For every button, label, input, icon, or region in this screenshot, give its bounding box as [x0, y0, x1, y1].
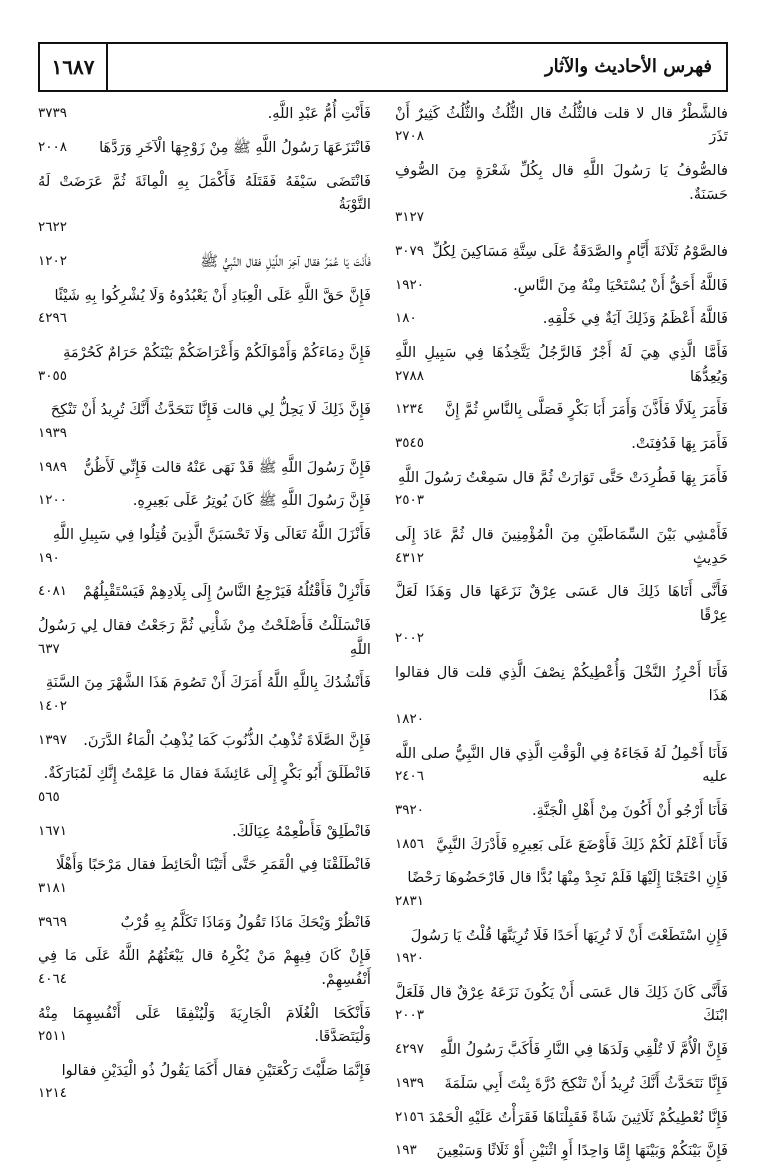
index-entry — [395, 1139, 728, 1162]
entry-text: فَأَمَّا الَّذِي هِيَ لَهُ أَجْرٌ فَالرَّجُلُ يَتَّخِذُهَا فِي سَبِيلِ اللَّهِ وَيُعِدُّهَا — [395, 344, 728, 385]
index-entry — [395, 661, 728, 731]
index-entry — [395, 1072, 728, 1095]
entry-text: فَأَمَرَ بِهَا فَطُرِدَتْ حَتَّى تَوَارَتْ ثُمَّ قال سَمِعْتُ رَسُولَ اللَّهِ — [398, 469, 728, 486]
entry-text: فَإِنَّ الْأُمَّ لَا تُلْقِي وَلَدَهَا فِي النَّارِ فَأَكَبَّ رَسُولُ اللَّهِ — [439, 1041, 728, 1059]
entry-reference-number: ١٨٠ — [395, 307, 421, 330]
index-entry — [395, 274, 728, 297]
index-entry — [395, 466, 728, 513]
entry-text: فَإِنْ كَانَ فِيهِمْ مَنْ يُكْرِهُ قال يَبْعَثُهُمُ اللَّهُ عَلَى مَا فِي أَنْفُسِهِمْ. — [38, 947, 371, 988]
index-entry — [38, 341, 371, 388]
entry-text: فَانْطَلِقْ فَأَطْعِمْهُ عِيَالَكَ. — [231, 822, 371, 840]
entry-reference-number: ٣٩٢٠ — [395, 799, 428, 822]
entry-reference-number: ٢٥٠٣ — [395, 492, 425, 509]
entry-text: فَإِنَّ ذَلِكَ لَا يَحِلُّ لِي قالت فَإِنَّا نَتَحَدَّثُ أَنَّكَ تُرِيدُ أَنْ تَنْكِحَ — [50, 401, 371, 419]
entry-reference-number: ١٩٢٠ — [395, 950, 425, 967]
index-entry — [395, 1038, 728, 1061]
page-number: ١٦٨٧ — [51, 55, 95, 79]
entry-text: فَأَمَرَ بِلَالًا فَأَذَّنَ وَأَمَرَ أَبَا بَكْرٍ فَصَلَّى بِالنَّاسِ ثُمَّ إِنَّ — [444, 401, 728, 419]
entry-reference-number: ٢٠٠٢ — [395, 630, 425, 647]
entry-text: فالصُّوفُ يَا رَسُولَ اللَّهِ قال بِكُلِّ شَعْرَةٍ مِنَ الصُّوفِ حَسَنَةٌ. — [395, 162, 728, 203]
entry-reference-number: ١٢٠٠ — [38, 489, 71, 512]
entry-reference-number: ٣٩٦٩ — [38, 911, 71, 934]
index-entry — [38, 671, 371, 718]
entry-text: فالصَّوْمُ ثَلَاثَةَ أَيَّامٍ والصَّدَقَةُ عَلَى سِتَّةِ مَسَاكِينَ لِكُلِّ — [432, 242, 728, 260]
entry-reference-number: ١٤٠٢ — [38, 697, 68, 714]
index-entry — [38, 398, 371, 445]
index-entry — [38, 820, 371, 843]
entry-reference-number: ٣٧٣٩ — [38, 102, 71, 125]
entry-text: فَإِنَّا نُعْطِيكُمْ ثَلَاثِينَ شَاةً فَقَبِلْنَاهَا فَقَرَأْتُ عَلَيْهِ الْحَمْدَ — [429, 1108, 728, 1126]
entry-reference-number: ١٨٢٠ — [395, 710, 425, 727]
entry-text: فَأَنْشُدُكَ بِاللَّهِ اللَّهُ أَمَرَكَ أَنْ تَصُومَ هَذَا الشَّهْرَ مِنَ السَّنَةِ — [45, 674, 371, 692]
entry-text: فَانْطَلَقَ أَبُو بَكْرٍ إِلَى عَائِشَةَ فقال مَا عَلِمْتُ إِنَّكِ لَمُبَارَكَةٌ. — [43, 765, 371, 783]
index-entry — [38, 580, 371, 603]
index-entry — [38, 136, 371, 159]
entry-text: فَانْطَلَقْنَا فِي الْقَمَرِ حَتَّى أَتَيْنَا الْحَائِطَ فقال مَرْحَبًا وَأَهْلًا — [55, 856, 371, 874]
index-entry — [395, 833, 728, 856]
index-entry — [38, 250, 371, 273]
entry-reference-number: ١٦٧١ — [38, 820, 71, 843]
index-entry — [38, 1002, 371, 1049]
entry-reference-number: ٣٥٤٥ — [395, 432, 428, 455]
index-entry — [38, 911, 371, 934]
entry-reference-number: ٣١٨١ — [38, 879, 68, 896]
entry-text: فَإِنِ احْتَجْنَا إِلَيْهَا فَلَمْ نَجِدْ مِنْهَا بُدًّا قال فَارْحَضُوهَا رَحْضًا — [407, 869, 728, 887]
entry-reference-number: ٢٦٢٢ — [38, 219, 68, 236]
index-entry — [395, 398, 728, 421]
entry-reference-number: ٣١٢٧ — [395, 209, 425, 226]
entry-text: فَانْسَلَلْتُ فَأَصْلَحْتُ مِنْ شَأْنِي ثُمَّ رَجَعْتُ فقال لِي رَسُولُ اللَّهِ — [38, 617, 371, 658]
entry-text: فَإِنَّ رَسُولَ اللَّهِ ﷺ كَانَ يُوتِرُ عَلَى بَعِيرِهِ. — [132, 492, 371, 510]
entry-text: فَإِنَّ رَسُولَ اللَّهِ ﷺ قَدْ نَهَى عَنْهُ قالت فَإِنِّي لَأَظُنُّ — [83, 458, 371, 476]
entry-text: فَانْظُرْ وَيْحَكَ مَاذَا تَقُولُ وَمَاذَا تَكَلَّمُ بِهِ قُرْبٌ — [120, 913, 371, 931]
index-entry — [38, 456, 371, 479]
index-entry — [395, 742, 728, 789]
entry-reference-number: ١٩٣٩ — [395, 1072, 428, 1095]
entry-text: فَأَنْتِ أُمُّ عَبْدِ اللَّهِ. — [267, 105, 371, 122]
entry-text: فَإِنَّ دِمَاءَكُمْ وَأَمْوَالَكُمْ وَأَعْرَاضَكُمْ بَيْنَكُمْ حَرَامٌ كَحُرْمَةِ — [63, 344, 371, 362]
index-entry — [395, 799, 728, 822]
entry-reference-number: ١٩٣٩ — [38, 424, 68, 441]
entry-text: فالشَّطْرُ قال لا قلت فالثُّلُثُ قال الثُّلُثُ والثُّلُثُ كَثِيرٌ أَنْ تَذَرَ — [395, 105, 728, 146]
index-entry — [395, 307, 728, 330]
entry-reference-number: ١٣٩٧ — [38, 729, 71, 752]
index-entry — [395, 240, 728, 263]
entry-text: فَإِنَّ حَقَّ اللَّهِ عَلَى الْعِبَادِ أَنْ يَعْبُدُوهُ وَلَا يُشْرِكُوا بِهِ شَيْئًا — [54, 287, 371, 304]
entry-reference-number: ٣٠٥٥ — [38, 367, 68, 384]
entry-reference-number: ٥٦٥ — [38, 788, 60, 805]
entry-reference-number: ٢٠٠٨ — [38, 136, 71, 159]
entry-text: فَأَنْكَحَا الْغُلَامَ الْجَارِيَةَ وَلْيُنْفِقَا عَلَى أَنْفُسِهِمَا مِنْهُ وَلْيَتَصَدَّقَا. — [38, 1004, 371, 1046]
entry-reference-number: ٢٧٠٨ — [395, 125, 428, 148]
entry-reference-number: ١٩٣ — [395, 1139, 421, 1162]
entry-text: فَأَنَّى أَتَاهَا ذَلِكَ قال عَسَى عِرْقٌ نَزَعَهَا قال وَهَذَا لَعَلَّ عِرْقًا — [395, 583, 728, 624]
index-entry — [38, 102, 371, 125]
entry-text: فَأَنْزَلَ اللَّهُ تَعَالَى وَلَا تَحْسَبَنَّ الَّذِينَ قُتِلُوا فِي سَبِيلِ اللَّهِ — [52, 526, 371, 544]
entry-reference-number: ٦٣٧ — [38, 638, 64, 661]
entry-text: فَأَنْتَ يَا عُمَرُ فقال آخِرَ اللَّيْلِ فقال النَّبِيُّ ﷺ — [200, 253, 371, 271]
entry-reference-number: ٢٥١١ — [38, 1025, 71, 1048]
entry-text: فَإِنِ اسْتَطَعْتَ أَنْ لَا تُرِيَهَا أَحَدًا فَلَا تُرِيَنَّهَا قُلْتُ يَا رَسُولَ — [410, 926, 728, 944]
index-entry — [38, 614, 371, 661]
entry-reference-number: ٤٣١٢ — [395, 547, 428, 570]
index-entry — [38, 762, 371, 809]
page-header — [38, 42, 728, 92]
entry-text: فَأَنَا أَحْمِلُ لَهُ فَجَاءَهُ فِي الْوَقْتِ الَّذِي قال النَّبِيُّ صلى اللَّه عليه — [395, 744, 728, 786]
entry-reference-number: ٢٨٣١ — [395, 892, 425, 909]
index-entry — [395, 341, 728, 388]
entry-reference-number: ١٢٠٢ — [38, 250, 71, 273]
entry-reference-number: ١٢٣٤ — [395, 398, 428, 421]
index-entry — [395, 580, 728, 650]
entry-reference-number: ١٨٥٦ — [395, 833, 428, 856]
entry-text: فَإِنَّ بَيْنَكُمْ وَبَيْنَهَا إِمَّا وَاحِدًا أَوِ اثْنَيْنِ أَوْ ثَلَاثًا وَسَبْعِينَ — [436, 1142, 728, 1160]
entry-text: فَاللَّهُ أَعْظَمُ وَذَلِكَ آيَةٌ فِي خَلْقِهِ. — [542, 310, 728, 328]
entry-text: فَإِنَّا نَتَحَدَّثُ أَنَّكَ تُرِيدُ أَنْ تَنْكِحَ دُرَّةَ بِنْتَ أَبِي سَلَمَةَ — [444, 1074, 728, 1092]
header-divider — [106, 44, 108, 90]
entry-text: فَأَنَا أَرْجُو أَنْ أَكُونَ مِنْ أَهْلِ الْجَنَّةِ. — [532, 801, 728, 819]
entry-text: فَانْتَزَعَهَا رَسُولُ اللَّهِ ﷺ مِنْ زَوْجِهَا الْآخَرِ وَرَدَّهَا — [99, 138, 371, 156]
left-column — [38, 102, 371, 1116]
entry-reference-number: ١٢١٤ — [38, 1085, 68, 1102]
index-entry — [38, 853, 371, 900]
entry-text: فَانْتَضَى سَيْفَهُ فَقَتَلَهُ فَأَكْمَلَ بِهِ الْمِائَةَ ثُمَّ عَرَضَتْ لَهُ التَّوْبَةُ — [38, 172, 371, 213]
entry-text: فَأَنَّى كَانَ ذَلِكَ قال عَسَى أَنْ يَكُونَ نَزَعَهُ عِرْقٌ قال فَلَعَلَّ ابْنَكَ — [395, 983, 728, 1025]
index-entry — [38, 170, 371, 240]
entry-reference-number: ٤٢٩٦ — [38, 310, 68, 327]
page-title: فهرس الأحاديث والآثار — [544, 56, 712, 77]
entry-text: فَأَنْزِلْ فَأَقْتُلُهُ فَيَرْجِعُ النَّاسُ إِلَى بِلَادِهِمْ فَيَسْتَقْبِلُهُمْ — [82, 583, 371, 601]
index-entry — [38, 1059, 371, 1106]
index-entry — [395, 1106, 728, 1129]
index-entry — [395, 924, 728, 971]
entry-text: فَأَنَا أَحْرِزُ النَّخْلَ وَأُعْطِيكُمْ نِصْفَ الَّذِي قلت قال فقالوا هَذَا — [395, 664, 728, 705]
entry-text: فَاللَّهُ أَحَقُّ أَنْ يُسْتَحْيَا مِنْهُ مِنَ النَّاسِ. — [513, 276, 728, 294]
index-entry — [38, 284, 371, 331]
entry-reference-number: ١٩٠ — [38, 549, 60, 566]
index-page — [38, 42, 728, 1160]
index-entry — [38, 523, 371, 570]
entry-text: فَأَنَا أَعْلَمُ لَكُمْ ذَلِكَ فَأَوْضَعَ عَلَى بَعِيرِهِ فَأَدْرَكَ النَّبِيَّ — [436, 835, 728, 853]
index-entry — [395, 102, 728, 149]
entry-reference-number: ٤٠٦٤ — [38, 968, 71, 991]
index-entry — [395, 523, 728, 570]
entry-reference-number: ٤٢٩٧ — [395, 1038, 428, 1061]
entry-text: فَأَمَرَ بِهَا فَدُفِنَتْ. — [631, 435, 728, 453]
entry-reference-number: ٢٠٠٣ — [395, 1004, 428, 1027]
index-entry — [395, 866, 728, 913]
right-column — [395, 102, 728, 1173]
entry-reference-number: ١٩٨٩ — [38, 456, 71, 479]
index-entry — [395, 432, 728, 455]
entry-reference-number: ٢٤٠٦ — [395, 765, 428, 788]
index-entry — [38, 489, 371, 512]
index-entry — [38, 729, 371, 752]
entry-reference-number: ٢١٥٦ — [395, 1106, 428, 1129]
index-entry — [395, 981, 728, 1028]
entry-reference-number: ٣٠٧٩ — [395, 240, 428, 263]
entry-text: فَإِنَّمَا صَلَّيْتَ رَكْعَتَيْنِ فقال أَكَمَا يَقُولُ ذُو الْيَدَيْنِ فقالوا — [61, 1061, 371, 1079]
entry-reference-number: ١٩٢٠ — [395, 274, 428, 297]
entry-text: فَأَمْشِي بَيْنَ السِّمَاطَيْنِ مِنَ الْمُؤْمِنِينَ قال ثُمَّ عَادَ إِلَى حَدِيثٍ — [395, 526, 728, 567]
index-entry — [395, 159, 728, 229]
entry-reference-number: ٢٧٨٨ — [395, 365, 428, 388]
entry-text: فَإِنَّ الصَّلَاةَ تُذْهِبُ الذُّنُوبَ كَمَا يُذْهِبُ الْمَاءُ الدَّرَنَ. — [83, 731, 371, 749]
entry-reference-number: ٤٠٨١ — [38, 580, 71, 603]
index-entry — [38, 944, 371, 991]
